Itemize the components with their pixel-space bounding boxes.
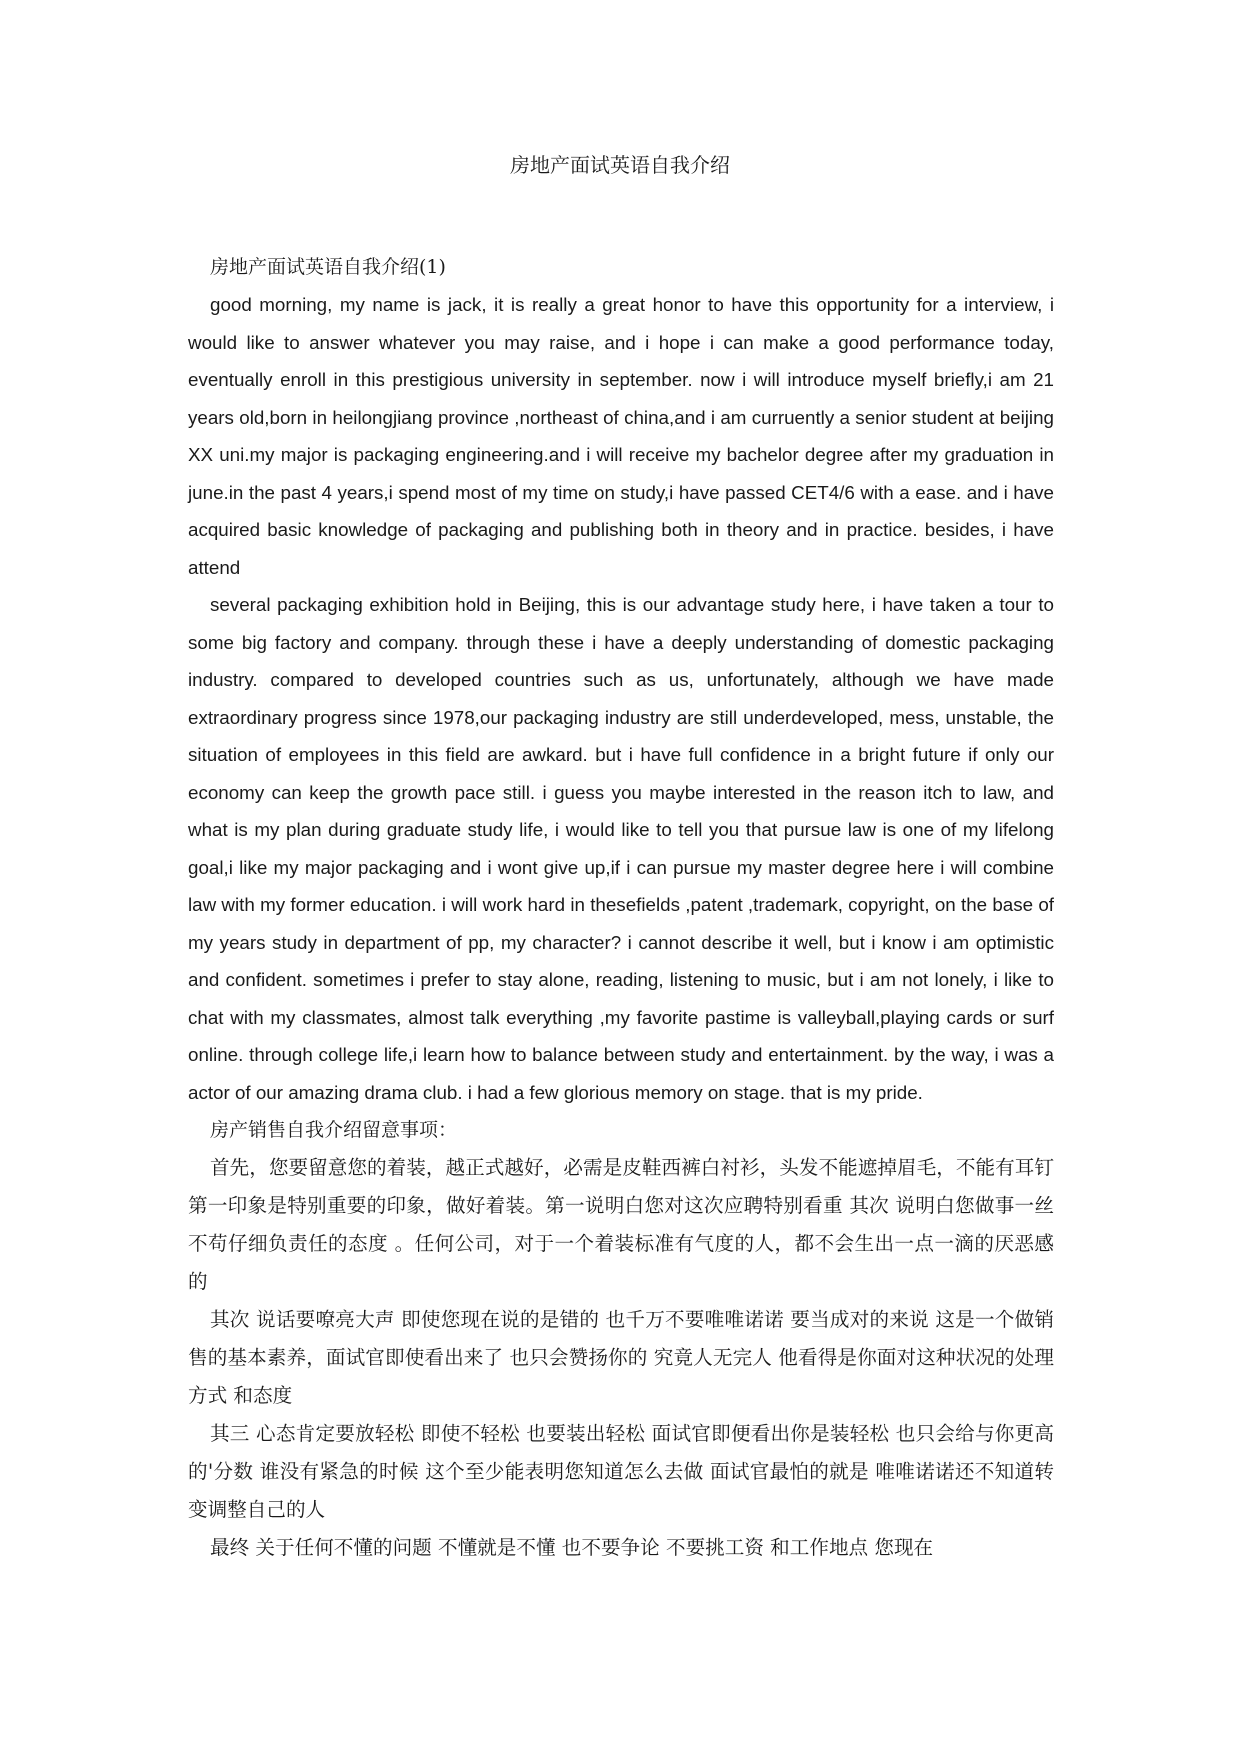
english-paragraph-2: several packaging exhibition hold in Beijing, this is our advantage study here, i have taken a tour to some big factory and company. through these i have a deeply understanding of domestic packaging industry. compared to developed countries such as us, unfortunately, although we have made extraordinary progress since 1978,our packaging industry are still underdeveloped, mess, unstable, the situation of employees in this field are awkard. but i have full confidence in a bright future if only our economy can keep the growth pace still. i guess you maybe interested in the reason itch to law, and what is my plan during graduate study life, i would like to tell you that pursue law is one of my lifelong goal,i like my major packaging and i wont give up,if i can pursue my master degree here i will combine law with my former education. i will work hard in thesefields ,patent ,trademark, copyright, on the base of my years study in department of pp, my character? i cannot describe it well, but i know i am optimistic and confident. sometimes i prefer to stay alone, reading, listening to music, but i am not lonely, i like to chat with my classmates, almost talk everything ,my favorite pastime is valleyball,playing cards or surf online. through college life,i learn how to balance between study and entertainment. by the way, i was a actor of our amazing drama club. i had a few glorious memory on stage. that is my pride. <box>188 594 1054 1103</box>
chinese-paragraph-2: 其次 说话要嘹亮大声 即使您现在说的是错的 也千万不要唯唯诺诺 要当成对的来说 这是一个做销售的基本素养，面试官即使看出来了 也只会赞扬你的 究竟人无完人 他看得是你面对这种状况的处理方式 和态度 <box>188 1308 1054 1407</box>
chinese-paragraph-1: 首先，您要留意您的着装，越正式越好，必需是皮鞋西裤白衬衫，头发不能遮掉眉毛，不能有耳钉 第一印象是特别重要的印象，做好着装。第一说明白您对这次应聘特别看重 其次 说明白您做事一丝不苟仔细负责任的态度 。任何公司，对于一个着装标准有气度的人，都不会生出一点一滴的厌恶感的 <box>188 1156 1054 1293</box>
document-title: 房地产面试英语自我介绍 <box>510 153 730 177</box>
section-heading: 房地产面试英语自我介绍(1) <box>210 256 446 278</box>
chinese-paragraph-4: 最终 关于任何不懂的问题 不懂就是不懂 也不要争论 不要挑工资 和工作地点 您现在 <box>210 1536 934 1559</box>
notes-heading: 房产销售自我介绍留意事项： <box>210 1119 458 1141</box>
document-body <box>188 248 1054 1567</box>
english-paragraph-1: good morning, my name is jack, it is really a great honor to have this opportunity for a interview, i would like to answer whatever you may raise, and i hope i can make a good performance today, eventually enroll in this prestigious university in september. now i will introduce myself briefly,i am 21 years old,born in heilongjiang province ,northeast of china,and i am curruently a senior student at beijing XX uni.my major is packaging engineering.and i will receive my bachelor degree after my graduation in june.in the past 4 years,i spend most of my time on study,i have passed CET4/6 with a ease. and i have acquired basic knowledge of packaging and publishing both in theory and in practice. besides, i have attend <box>188 294 1054 578</box>
chinese-paragraph-3: 其三 心态肯定要放轻松 即使不轻松 也要装出轻松 面试官即便看出你是装轻松 也只会给与你更高的'分数 谁没有紧急的时候 这个至少能表明您知道怎么去做 面试官最怕的就是 唯唯诺诺还不知道转变调整自己的人 <box>188 1422 1054 1521</box>
